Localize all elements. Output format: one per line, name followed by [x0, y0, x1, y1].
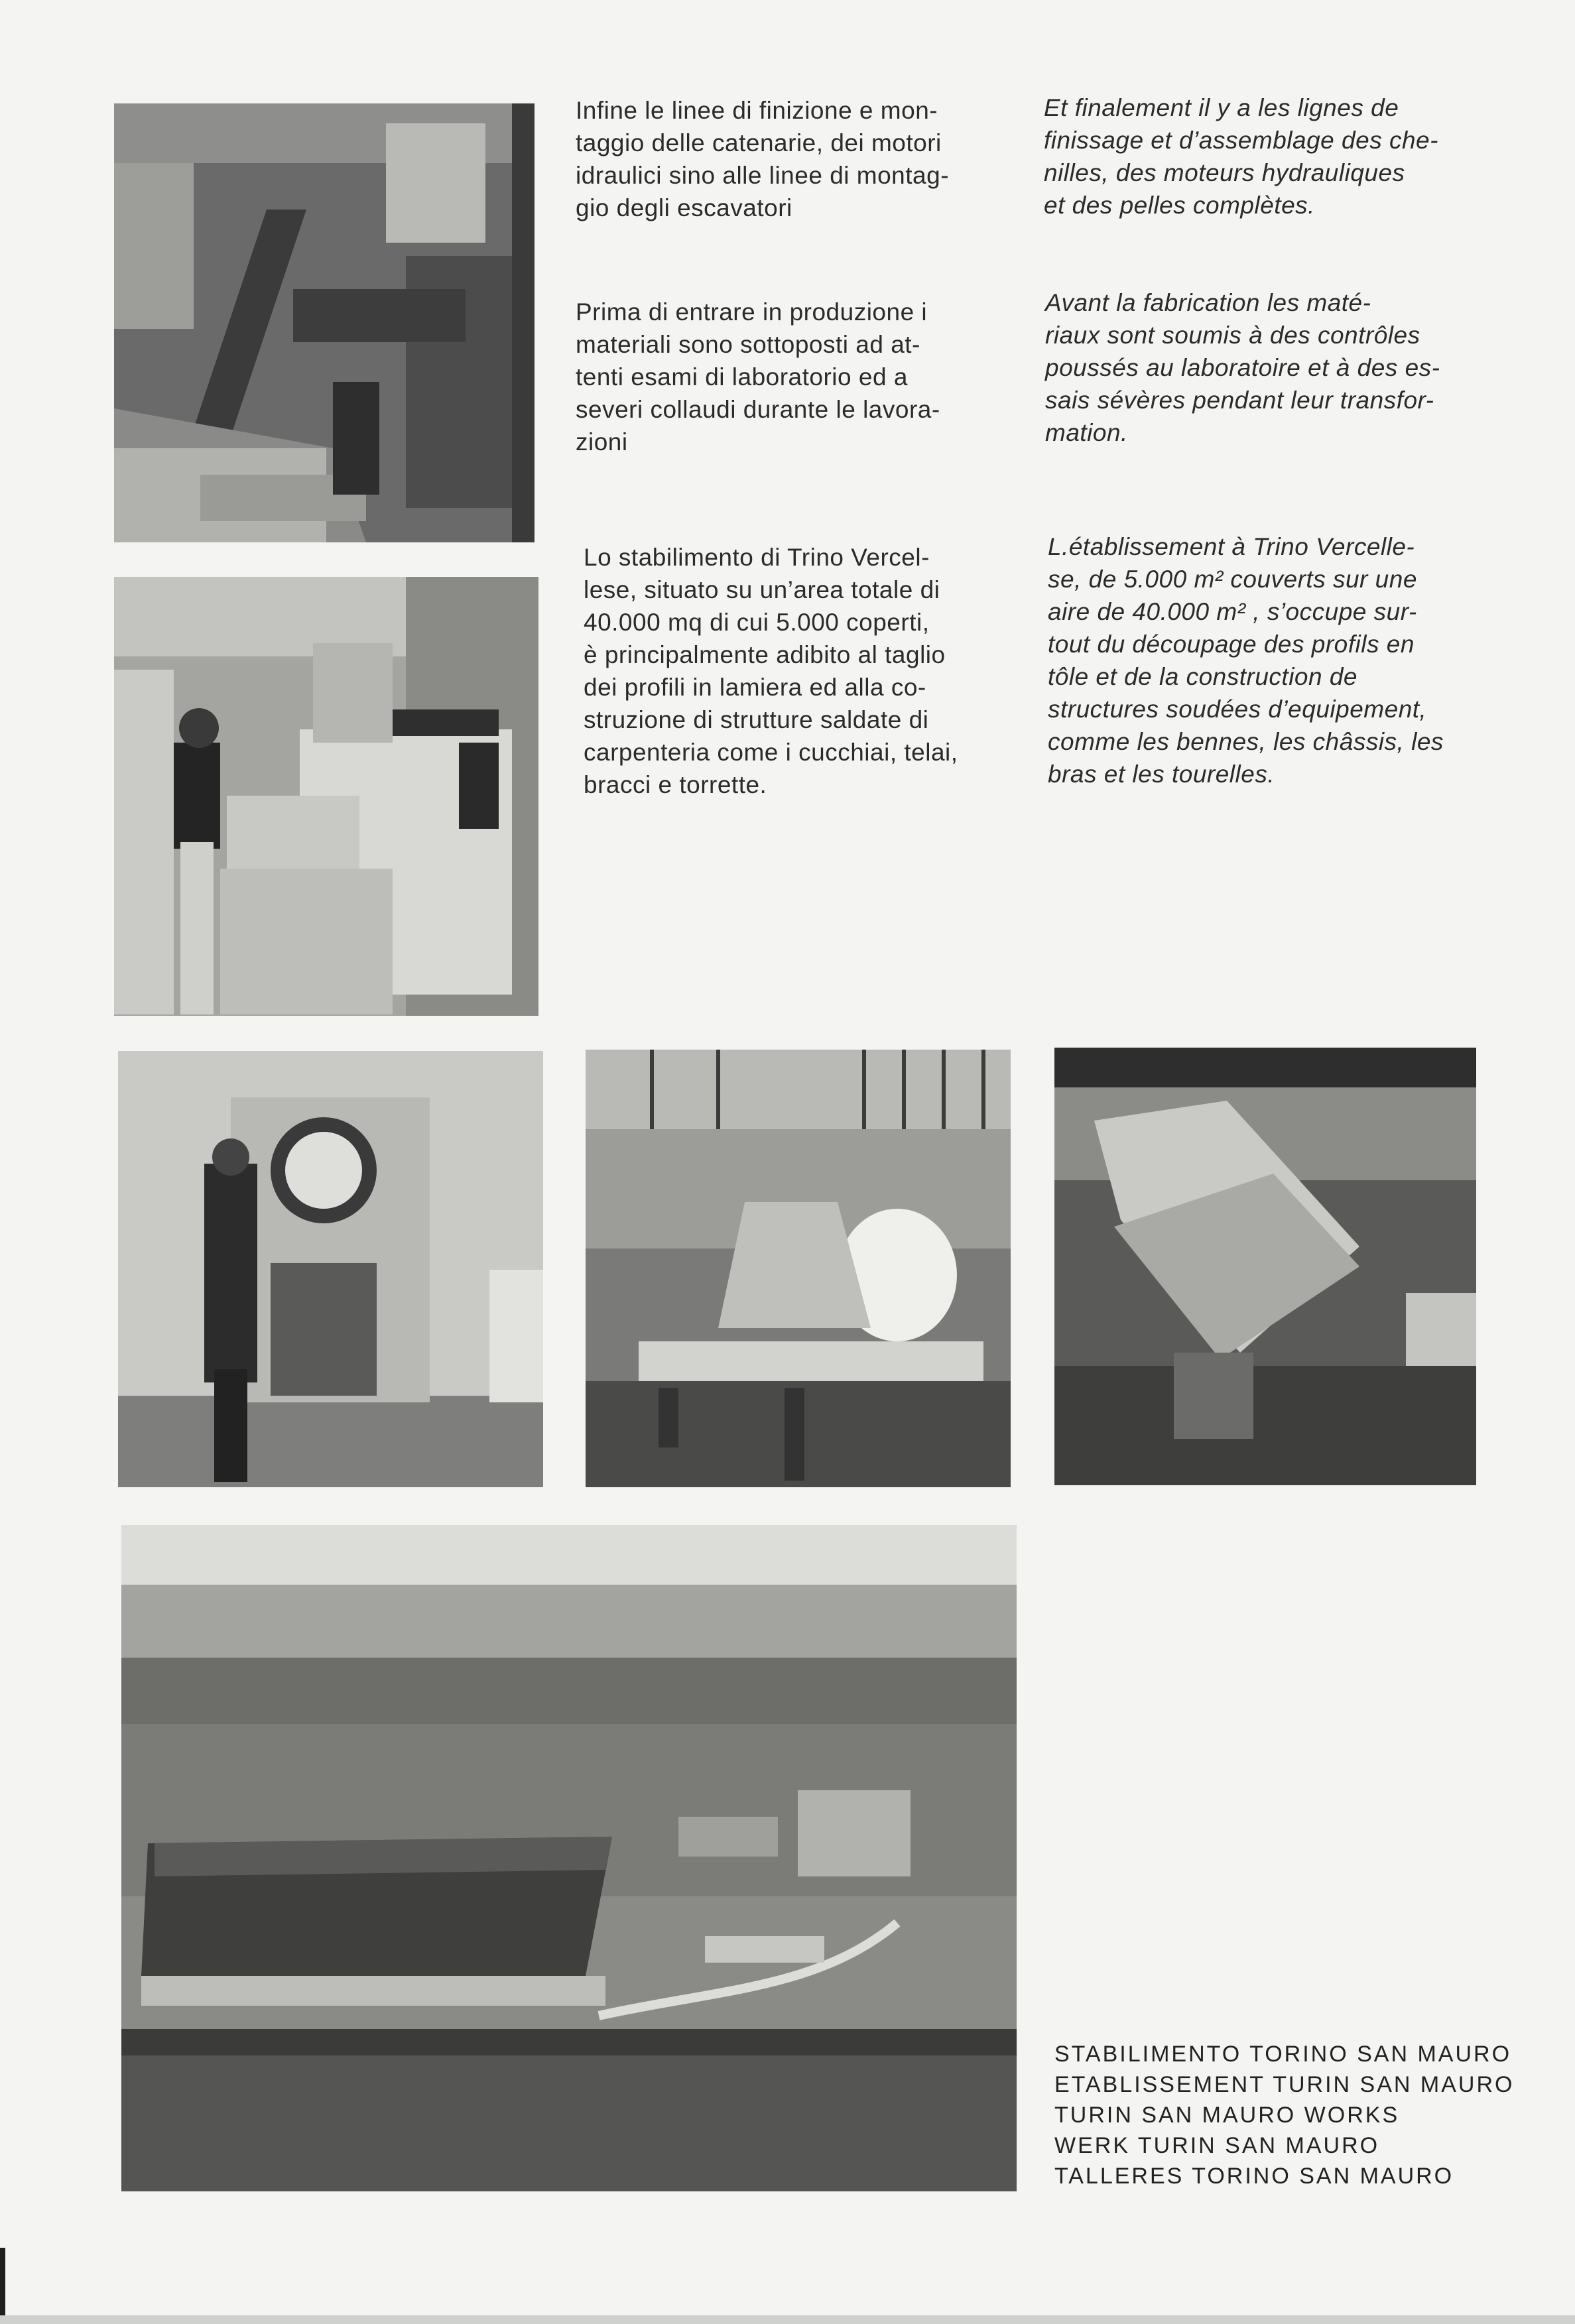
aerial-plant-photo — [121, 1525, 1017, 2191]
optical-comparator-photo — [118, 1051, 543, 1487]
caption-line: STABILIMENTO TORINO SAN MAURO — [1054, 2042, 1512, 2067]
paragraph-french-finishing: Et finalement il y a les lignes de finissage et d’assemblage des che- nilles, des moteurs hydrauliques et des pelles complètes. — [1044, 94, 1438, 219]
welding-positioner-photo — [1054, 1048, 1476, 1485]
welding-frame-photo — [586, 1050, 1011, 1487]
laboratory-machine-photo — [114, 577, 538, 1016]
scan-edge-bottom — [0, 2315, 1575, 2324]
assembly-line-photo — [114, 103, 535, 542]
caption-line: TURIN SAN MAURO WORKS — [1054, 2103, 1400, 2128]
paragraph-french-trino-plant: L.établissement à Trino Vercelle- se, de 5.000 m² couverts sur une aire de 40.000 m² , s’occupe sur- tout du découpage des profils en tôle et de la construction de structures soudées d’equipement, comme les bennes, les châssis, les bras et les tourelles. — [1048, 533, 1444, 788]
paragraph-italian-trino-plant: Lo stabilimento di Trino Vercel- lese, situato su un’area totale di 40.000 mq di cui 5.000 coperti, è principalmente adibito al taglio dei profili in lamiera ed alla co- struzione di strutture saldate di carpenteria come i cucchiai, telai, bracci e torrette. — [584, 544, 958, 798]
caption-line: ETABLISSEMENT TURIN SAN MAURO — [1054, 2072, 1515, 2097]
paragraph-italian-laboratory: Prima di entrare in produzione i materiali sono sottoposti ad at- tenti esami di laboratorio ed a severi collaudi durante le lavora- zioni — [576, 298, 940, 456]
caption-line: TALLERES TORINO SAN MAURO — [1054, 2164, 1454, 2189]
scan-edge-left — [0, 2248, 5, 2324]
plant-caption — [1054, 2039, 1515, 2191]
caption-line: WERK TURIN SAN MAURO — [1054, 2133, 1380, 2158]
paragraph-italian-finishing: Infine le linee di finizione e mon- taggio delle catenarie, dei motori idraulici sino alle linee di montag- gio degli escavatori — [576, 97, 950, 221]
paragraph-french-laboratory: Avant la fabrication les maté- riaux sont soumis à des contrôles poussés au laboratoire et à des es- sais sévères pendant leur transfor- mation. — [1045, 289, 1440, 446]
